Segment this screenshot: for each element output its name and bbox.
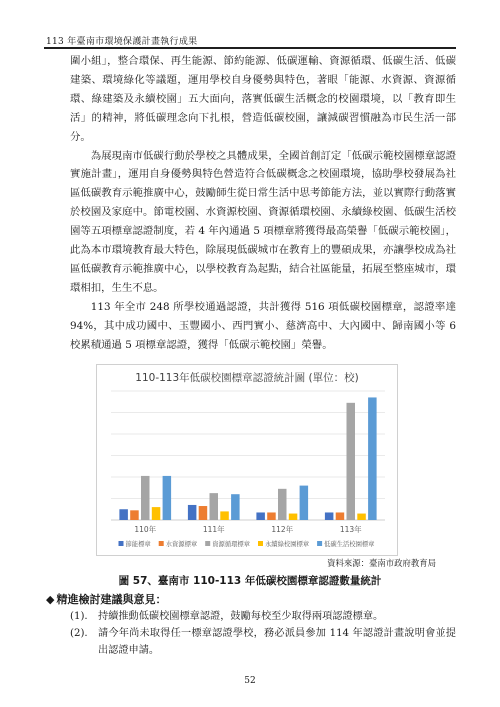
bar-111年-低碳生活校園標章 xyxy=(231,494,240,520)
section-heading-text: 精進檢討建議與意見： xyxy=(56,593,167,606)
chart-title: 110-113年低碳校園標章認證統計圖 (單位：校) xyxy=(135,372,359,384)
paragraph-1: 圍小組」，整合環保、再生能源、節約能源、低碳運輸、資源循環、低碳生活、低碳建築、環境綠化等議題，運用學校自身優勢與特色，著眼「能源、水資源、資源循環、綠建築及永續校園」五大面向，落實低碳生活概念的校園環境，以「教育即生活」的精神，將低碳理念向下扎根，營造低碳校園，讓減碳習慣融為市民生活一部分。 xyxy=(70,55,456,143)
figure-caption: 圖 57、臺南市 110-113 年低碳校園標章認證數量統計 xyxy=(118,575,382,587)
x-tick-label: 110年 xyxy=(134,525,157,534)
bar-112年-節能標章 xyxy=(256,512,265,520)
bar-111年-節能標章 xyxy=(188,505,197,520)
list-item xyxy=(70,625,456,659)
legend-swatch xyxy=(317,541,322,546)
bar-110年-低碳生活校園標章 xyxy=(163,476,172,520)
legend-swatch xyxy=(205,541,210,546)
source-note: 資料來源：臺南市政府教育局 xyxy=(327,558,436,568)
legend-swatch xyxy=(258,541,263,546)
diamond-bullet-icon: ◆ xyxy=(46,593,55,606)
list-item xyxy=(70,608,456,625)
bar-110年-永續綠校園標章 xyxy=(152,507,161,520)
bar-112年-水資源標章 xyxy=(267,512,276,520)
running-header: 113 年臺南市環境保護計畫執行成果 xyxy=(46,37,198,47)
bar-110年-水資源標章 xyxy=(130,510,139,520)
paragraph-3: 113 年全市 248 所學校通過認證，共計獲得 516 項低碳校園標章，認證率達 94%，其中成功國中、玉豐國小、西門實小、慈濟高中、大內國中、歸南國小等 6 校累積通過 5 項標章認證，獲得「低碳示範校園」榮譽。 xyxy=(70,300,456,351)
bar-111年-永續綠校園標章 xyxy=(220,511,229,520)
legend-label: 節能標章 xyxy=(125,541,151,548)
chart-container xyxy=(96,364,398,556)
bar-112年-低碳生活校園標章 xyxy=(300,486,309,520)
bar-113年-低碳生活校園標章 xyxy=(368,397,377,520)
legend-swatch xyxy=(159,541,164,546)
bar-111年-資源循環標章 xyxy=(210,493,219,520)
list-item-number: (1). xyxy=(70,611,88,622)
paragraph-2: 為展現南市低碳行動於學校之具體成果，全國首創訂定「低碳示範校園標章認證實施計畫」，運用自身優勢與特色營造符合低碳概念之校園環境，協助學校發展為社區低碳教育示範推廣中心，鼓勵師生從日常生活中思考節能方法，並以實際行動落實於校園及家庭中。節電校園、水資源校園、資源循環校園、永續綠校園、低碳生活校園等五項標章認證制度，若 4 年內通過 5 項標章將獲得最高榮譽「低碳示範校園」，此為本市環境教育最大特色，除展現低碳城市在教育上的豐碩成果，亦讓學校成為社區低碳教育示範推廣中心，以學校教育為起點，結合社區能量，拓展至整座城市，環環相扣，生生不息。 xyxy=(70,149,456,294)
legend-label: 水資源標章 xyxy=(165,541,198,548)
list-item-text: 持續推動低碳校園標章認證，鼓勵每校至少取得兩項認證標章。 xyxy=(98,611,384,622)
bar-113年-永續綠校園標章 xyxy=(357,514,366,520)
list-item-text: 請今年尚未取得任一標章認證學校，務必派員參加 114 年認證計畫說明會並提出認證申請。 xyxy=(98,628,456,656)
bar-chart xyxy=(97,365,397,555)
bar-113年-資源循環標章 xyxy=(347,403,356,520)
recommendation-list xyxy=(70,608,456,659)
x-tick-label: 112年 xyxy=(271,525,294,534)
bar-110年-資源循環標章 xyxy=(141,476,150,520)
header-rule xyxy=(44,47,456,49)
legend-label: 低碳生活校園標章 xyxy=(324,541,375,548)
section-heading xyxy=(46,591,166,607)
bar-113年-節能標章 xyxy=(325,512,334,520)
list-item-number: (2). xyxy=(70,628,88,639)
legend-label: 資源循環標章 xyxy=(212,541,250,548)
body-text xyxy=(70,52,456,355)
bar-112年-永續綠校園標章 xyxy=(289,514,298,520)
bar-112年-資源循環標章 xyxy=(278,489,287,520)
legend-swatch xyxy=(119,541,124,546)
bar-113年-水資源標章 xyxy=(336,512,345,520)
page-number: 52 xyxy=(244,676,256,686)
bar-111年-水資源標章 xyxy=(199,506,208,520)
legend-label: 永續綠校園標章 xyxy=(265,541,310,548)
bar-110年-節能標章 xyxy=(119,509,128,520)
x-tick-label: 111年 xyxy=(202,525,225,534)
x-tick-label: 113年 xyxy=(339,525,362,534)
